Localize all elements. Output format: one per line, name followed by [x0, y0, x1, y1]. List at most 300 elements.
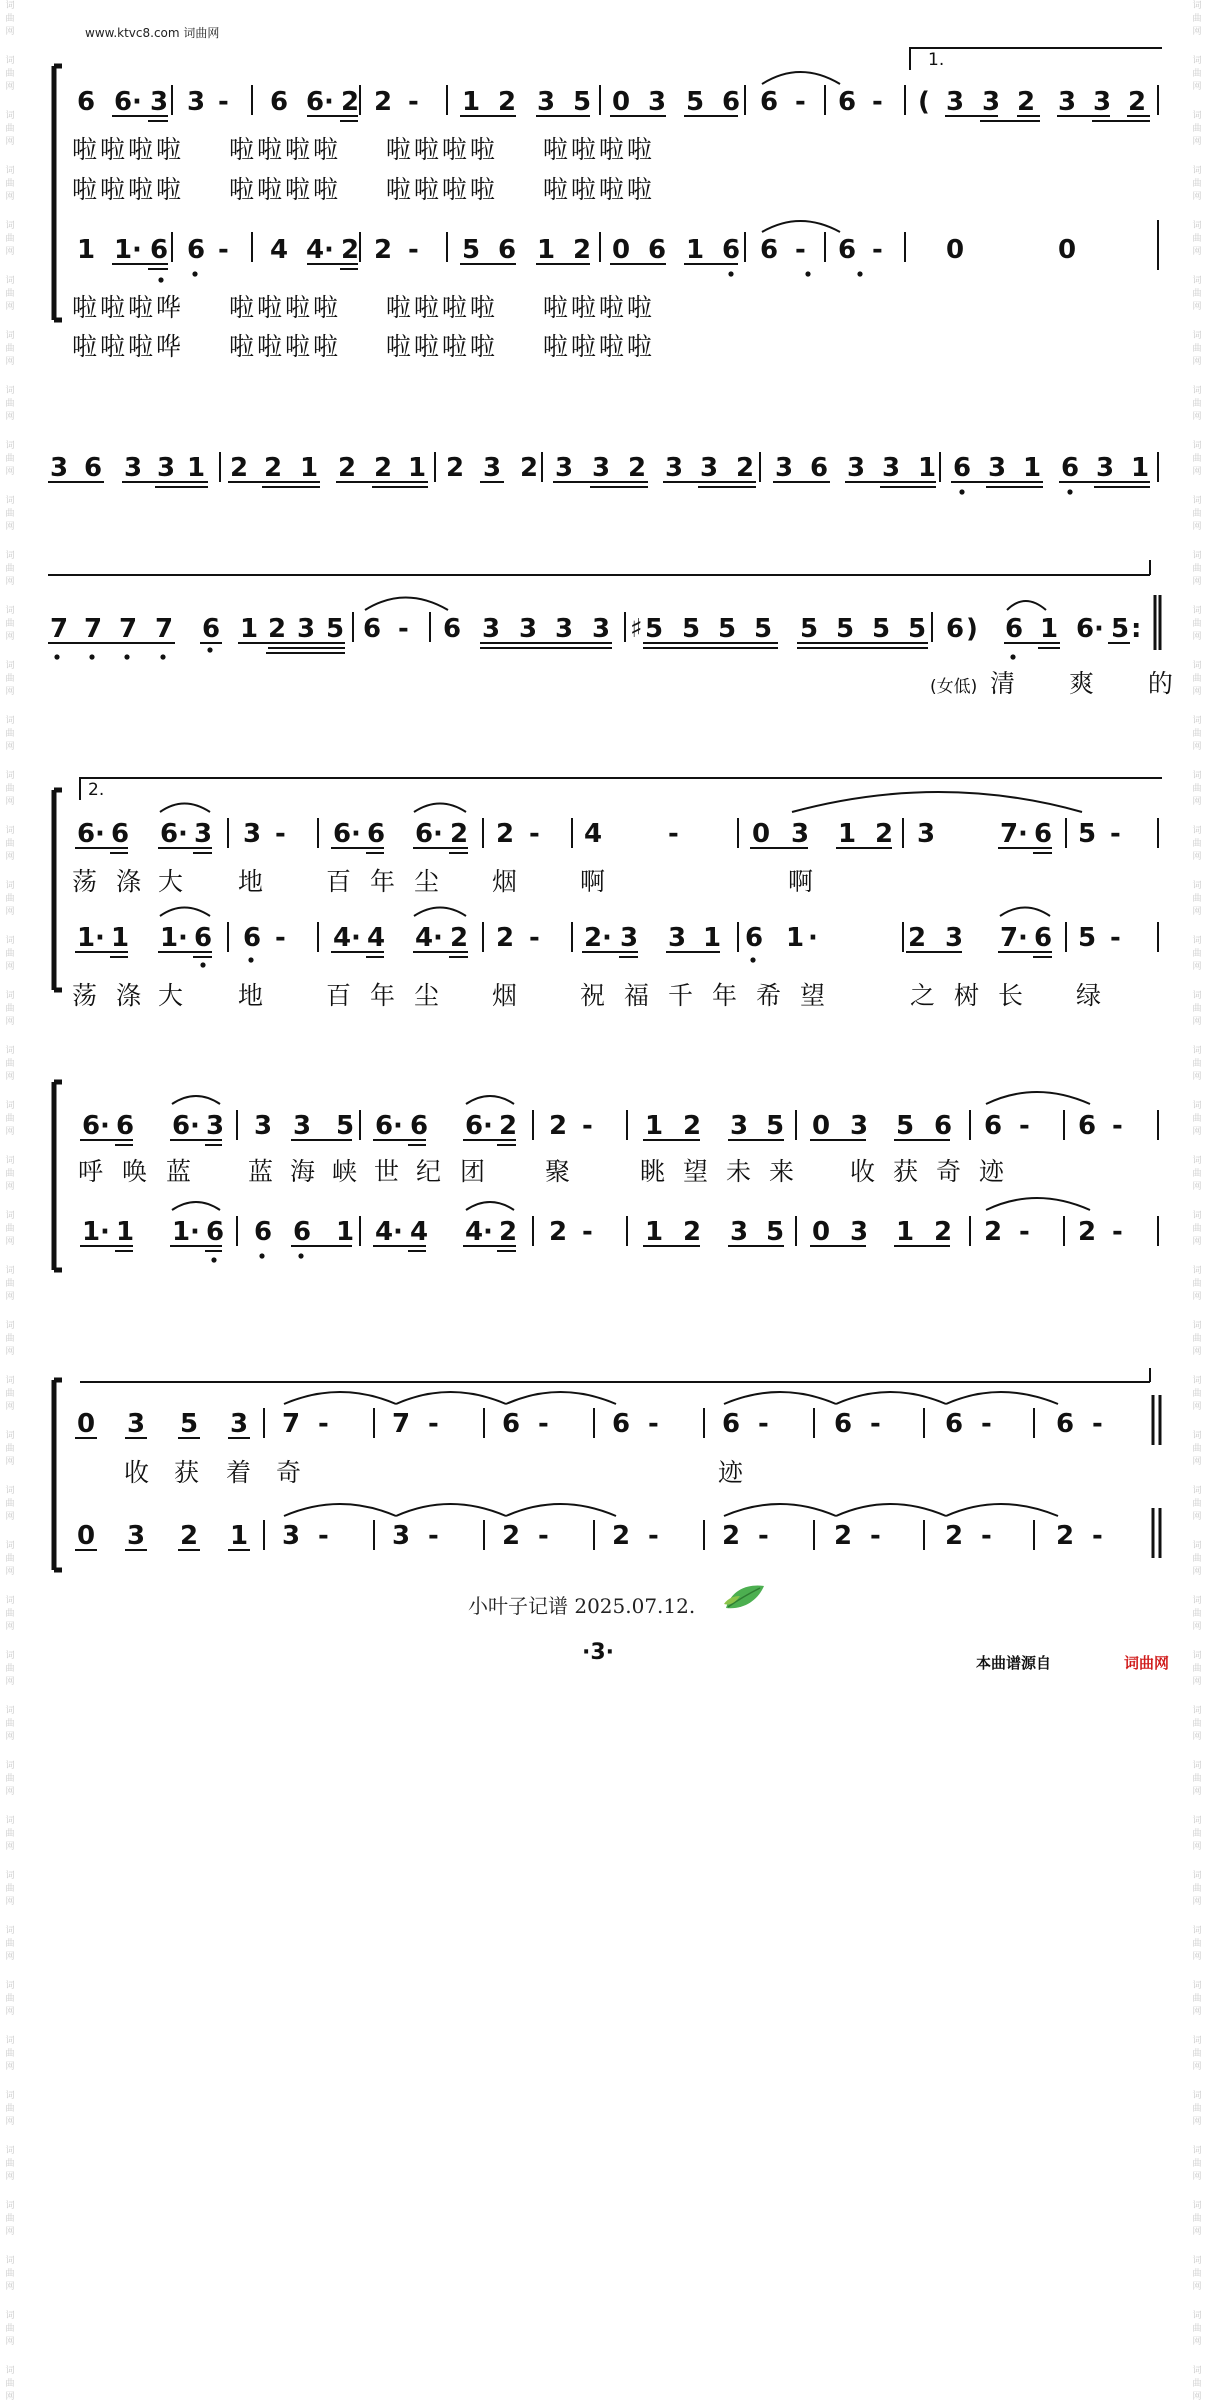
svg-text:1: 1	[408, 453, 427, 483]
svg-text:3: 3	[1058, 87, 1077, 117]
watermark-glyph: 曲	[1192, 1059, 1202, 1069]
watermark-glyph: 曲	[1192, 1334, 1202, 1344]
svg-text:-: -	[318, 1409, 329, 1439]
svg-text:3: 3	[537, 87, 556, 117]
watermark-glyph: 曲	[5, 179, 15, 189]
watermark-glyph: 曲	[5, 1554, 15, 1564]
svg-text:3: 3	[297, 614, 316, 644]
watermark-glyph: 曲	[5, 1719, 15, 1729]
watermark-glyph: 词	[5, 496, 15, 506]
svg-text:6: 6	[760, 87, 779, 117]
watermark-glyph: 网	[1192, 2062, 1202, 2072]
lyric-sys5-upper-13: 来	[769, 1157, 798, 1186]
lyric-sys5-upper-9: 聚	[545, 1157, 574, 1186]
lyric-sys5-upper-14: 收	[850, 1157, 879, 1186]
svg-text:·: ·	[1018, 923, 1028, 953]
watermark-glyph: 曲	[5, 1774, 15, 1784]
watermark-glyph: 曲	[1192, 949, 1202, 959]
svg-text:·: ·	[132, 235, 142, 265]
svg-text:-: -	[582, 1217, 593, 1247]
svg-text:1: 1	[645, 1217, 664, 1247]
watermark-glyph: 曲	[5, 2324, 15, 2334]
watermark-glyph: 曲	[1192, 894, 1202, 904]
system-5-upper	[82, 1111, 1123, 1141]
svg-text:5: 5	[718, 614, 737, 644]
watermark-glyph: 曲	[1192, 1279, 1202, 1289]
svg-text:-: -	[428, 1409, 439, 1439]
watermark-glyph: 词	[5, 2311, 15, 2321]
watermark-glyph: 网	[1192, 1017, 1202, 1027]
watermark-glyph: 曲	[5, 1279, 15, 1289]
svg-text:-: -	[529, 923, 540, 953]
lyric-sys4-lower-8: 祝	[580, 981, 609, 1010]
svg-text:-: -	[408, 87, 419, 117]
svg-text:2: 2	[908, 923, 927, 953]
svg-text:3: 3	[791, 819, 810, 849]
watermark-glyph: 曲	[5, 1829, 15, 1839]
svg-text:·: ·	[178, 923, 188, 953]
watermark-glyph: 词	[1192, 1321, 1202, 1331]
svg-text:6: 6	[114, 87, 133, 117]
lyric-sys4-lower-9: 福	[624, 981, 653, 1010]
watermark-glyph: 词	[5, 1871, 15, 1881]
svg-text:-: -	[275, 819, 286, 849]
watermark-glyph: 词	[5, 991, 15, 1001]
svg-text:7: 7	[119, 614, 138, 644]
lyric-sys6-upper-4: 迹	[718, 1458, 747, 1487]
svg-text:2: 2	[984, 1217, 1003, 1247]
watermark-glyph: 词	[1192, 2036, 1202, 2046]
watermark-glyph: 曲	[5, 1059, 15, 1069]
svg-text:2: 2	[549, 1217, 568, 1247]
svg-text:3: 3	[850, 1111, 869, 1141]
watermark-glyph: 网	[1192, 27, 1202, 37]
svg-text:·: ·	[132, 87, 142, 117]
watermark-glyph: 曲	[1192, 69, 1202, 79]
watermark-glyph: 网	[1192, 1732, 1202, 1742]
svg-text:0: 0	[752, 819, 771, 849]
lyric-sys5-upper-8: 团	[460, 1157, 489, 1186]
svg-text:-: -	[758, 1409, 769, 1439]
watermark-glyph: 网	[1192, 302, 1202, 312]
watermark-glyph: 网	[1192, 1567, 1202, 1577]
watermark-glyph: 曲	[5, 2214, 15, 2224]
svg-text:3: 3	[157, 453, 176, 483]
svg-text:5: 5	[908, 614, 927, 644]
watermark-glyph: 网	[5, 852, 15, 862]
svg-text:1: 1	[645, 1111, 664, 1141]
svg-text:3: 3	[775, 453, 794, 483]
watermark-glyph: 曲	[1192, 1609, 1202, 1619]
svg-text:1: 1	[160, 923, 179, 953]
svg-text:5: 5	[573, 87, 592, 117]
svg-text:6: 6	[946, 614, 965, 644]
svg-text:6: 6	[206, 1217, 225, 1247]
svg-text:·: ·	[1094, 614, 1104, 644]
svg-text:-: -	[795, 235, 806, 265]
svg-text:2: 2	[520, 453, 539, 483]
svg-text:2: 2	[374, 453, 393, 483]
watermark-glyph: 词	[1192, 1706, 1202, 1716]
svg-text:3: 3	[1093, 87, 1112, 117]
watermark-glyph: 网	[1192, 797, 1202, 807]
watermark-glyph: 词	[5, 111, 15, 121]
watermark-glyph: 曲	[1192, 2214, 1202, 2224]
svg-text:1: 1	[240, 614, 259, 644]
svg-text:6: 6	[194, 923, 213, 953]
svg-text:3: 3	[1096, 453, 1115, 483]
watermark-glyph: 网	[5, 2062, 15, 2072]
svg-text:3: 3	[392, 1521, 411, 1551]
svg-text:3: 3	[592, 614, 611, 644]
svg-text:4: 4	[410, 1217, 429, 1247]
watermark-glyph: 词	[5, 1981, 15, 1991]
watermark-glyph: 曲	[5, 1444, 15, 1454]
system-1-lower	[77, 235, 1076, 265]
svg-text:4: 4	[367, 923, 386, 953]
watermark-glyph: 词	[1192, 1596, 1202, 1606]
svg-text:5: 5	[836, 614, 855, 644]
watermark-glyph: 词	[1192, 1376, 1202, 1386]
watermark-glyph: 网	[1192, 1512, 1202, 1522]
svg-text:5: 5	[766, 1111, 785, 1141]
svg-text:·: ·	[95, 923, 105, 953]
svg-text:(: (	[918, 87, 930, 117]
lyric-sys4-upper-8: 啊	[580, 867, 609, 896]
watermark-glyph: 曲	[1192, 2159, 1202, 2169]
svg-text:1: 1	[77, 923, 96, 953]
watermark-glyph: 曲	[5, 1499, 15, 1509]
svg-text:·: ·	[602, 923, 612, 953]
svg-text:4: 4	[415, 923, 434, 953]
svg-text::: :	[1131, 614, 1142, 644]
svg-text:-: -	[408, 235, 419, 265]
lyric-sys1-upper-1: 啦啦啦啦 啦啦啦啦 啦啦啦啦 啦啦啦啦	[72, 135, 655, 164]
watermark-glyph: 词	[1192, 1816, 1202, 1826]
watermark-glyph: 曲	[5, 344, 15, 354]
watermark-glyph: 曲	[5, 2159, 15, 2169]
svg-text:6: 6	[945, 1409, 964, 1439]
watermark-glyph: 词	[5, 386, 15, 396]
lyric-sys5-upper-17: 迹	[979, 1157, 1008, 1186]
watermark-glyph: 曲	[1192, 1994, 1202, 2004]
watermark-glyph: 词	[5, 1156, 15, 1166]
watermark-glyph: 词	[1192, 1541, 1202, 1551]
watermark-glyph: 曲	[1192, 234, 1202, 244]
svg-text:6: 6	[1056, 1409, 1075, 1439]
svg-text:-: -	[318, 1521, 329, 1551]
watermark-glyph: 词	[1192, 1046, 1202, 1056]
watermark-glyph: 词	[1192, 1101, 1202, 1111]
watermark-glyph: 曲	[1192, 289, 1202, 299]
watermark-glyph: 词	[1192, 1, 1202, 11]
svg-text:·: ·	[1018, 819, 1028, 849]
svg-text:5: 5	[896, 1111, 915, 1141]
watermark-glyph: 曲	[1192, 674, 1202, 684]
watermark-glyph: 词	[5, 661, 15, 671]
svg-text:2: 2	[499, 1111, 518, 1141]
svg-text:1: 1	[918, 453, 937, 483]
watermark-glyph: 网	[5, 82, 15, 92]
watermark-glyph: 词	[5, 771, 15, 781]
svg-text:-: -	[1092, 1521, 1103, 1551]
watermark-glyph: 曲	[1192, 784, 1202, 794]
svg-text:5: 5	[872, 614, 891, 644]
svg-text:2: 2	[722, 1521, 741, 1551]
watermark-glyph: 曲	[1192, 2269, 1202, 2279]
watermark-glyph: 词	[1192, 1761, 1202, 1771]
svg-text:2: 2	[180, 1521, 199, 1551]
svg-text:·: ·	[324, 87, 334, 117]
watermark-glyph: 曲	[1192, 1719, 1202, 1729]
svg-text:1: 1	[686, 235, 705, 265]
page-number: ·3·	[582, 1640, 615, 1665]
lyric-sys6-upper-2: 着	[226, 1458, 255, 1487]
watermark-glyph: 曲	[5, 2269, 15, 2279]
watermark-glyph: 曲	[1192, 399, 1202, 409]
svg-text:-: -	[872, 87, 883, 117]
svg-text:3: 3	[482, 614, 501, 644]
watermark-glyph: 词	[5, 2036, 15, 2046]
svg-text:1: 1	[300, 453, 319, 483]
watermark-glyph: 词	[5, 881, 15, 891]
lyric-sys4-upper-7: 烟	[492, 867, 521, 896]
lyric-sys6-upper-3: 奇	[276, 1458, 305, 1487]
svg-text:1: 1	[116, 1217, 135, 1247]
watermark-glyph: 词	[1192, 1651, 1202, 1661]
svg-text:3: 3	[50, 453, 69, 483]
watermark-glyph: 网	[5, 412, 15, 422]
svg-text:6: 6	[953, 453, 972, 483]
svg-text:3: 3	[555, 453, 574, 483]
svg-text:6: 6	[187, 235, 206, 265]
lyric-sys1-lower-2: 啦啦啦哗 啦啦啦啦 啦啦啦啦 啦啦啦啦	[72, 332, 655, 361]
watermark-glyph: 曲	[5, 564, 15, 574]
watermark-glyph: 词	[1192, 2366, 1202, 2376]
watermark-glyph: 词	[1192, 716, 1202, 726]
svg-text:-: -	[218, 235, 229, 265]
watermark-glyph: 网	[5, 522, 15, 532]
svg-text:1: 1	[537, 235, 556, 265]
watermark-glyph: 曲	[5, 1884, 15, 1894]
watermark-glyph: 词	[1192, 166, 1202, 176]
lyric-sys5-upper-6: 世	[374, 1157, 403, 1186]
svg-text:-: -	[1110, 819, 1121, 849]
lyric-sys4-lower-12: 希	[756, 981, 785, 1010]
watermark-glyph: 曲	[5, 2104, 15, 2114]
watermark-glyph: 网	[5, 1567, 15, 1577]
watermark-glyph: 词	[5, 56, 15, 66]
watermark-glyph: 曲	[5, 69, 15, 79]
watermark-glyph: 词	[1192, 1266, 1202, 1276]
watermark-glyph: 曲	[1192, 2104, 1202, 2114]
watermark-glyph: 曲	[5, 1939, 15, 1949]
svg-text:·: ·	[483, 1111, 493, 1141]
watermark-glyph: 网	[5, 962, 15, 972]
svg-text:·: ·	[351, 819, 361, 849]
watermark-glyph: 网	[5, 192, 15, 202]
lyric-sys4-lower-2: 大	[158, 981, 187, 1010]
watermark-glyph: 网	[5, 1457, 15, 1467]
watermark-glyph: 网	[1192, 2007, 1202, 2017]
svg-text:·: ·	[483, 1217, 493, 1247]
svg-text:3: 3	[243, 819, 262, 849]
watermark-glyph: 词	[1192, 276, 1202, 286]
watermark-glyph: 网	[5, 1952, 15, 1962]
watermark-glyph: 曲	[1192, 839, 1202, 849]
svg-text:7: 7	[282, 1409, 301, 1439]
watermark-glyph: 词	[5, 1431, 15, 1441]
watermark-glyph: 网	[5, 247, 15, 257]
watermark-glyph: 网	[5, 1622, 15, 1632]
watermark-glyph: 词	[1192, 386, 1202, 396]
watermark-glyph: 曲	[1192, 14, 1202, 24]
svg-text:2: 2	[341, 235, 360, 265]
watermark-glyph: 词	[1192, 1211, 1202, 1221]
watermark-glyph: 网	[5, 302, 15, 312]
watermark-glyph: 网	[5, 27, 15, 37]
lyric-sys4-lower-13: 望	[800, 981, 829, 1010]
svg-text:·: ·	[808, 923, 818, 953]
svg-text:2: 2	[1017, 87, 1036, 117]
watermark-glyph: 网	[5, 1237, 15, 1247]
watermark-glyph: 词	[1192, 2146, 1202, 2156]
svg-text:3: 3	[254, 1111, 273, 1141]
watermark-glyph: 曲	[1192, 1169, 1202, 1179]
svg-text:6: 6	[77, 87, 96, 117]
svg-text:1: 1	[703, 923, 722, 953]
watermark-glyph: 网	[5, 2282, 15, 2292]
svg-text:2: 2	[834, 1521, 853, 1551]
watermark-glyph: 词	[1192, 991, 1202, 1001]
svg-text:2: 2	[1056, 1521, 1075, 1551]
watermark-glyph: 曲	[1192, 564, 1202, 574]
svg-text:4: 4	[465, 1217, 484, 1247]
watermark-glyph: 曲	[5, 1664, 15, 1674]
lyric-sys4-lower-7: 烟	[492, 981, 521, 1010]
watermark-glyph: 曲	[5, 234, 15, 244]
watermark-glyph: 网	[1192, 962, 1202, 972]
svg-text:2: 2	[934, 1217, 953, 1247]
watermark-glyph: 曲	[1192, 1444, 1202, 1454]
lyric-sys4-lower-1: 涤	[116, 981, 145, 1010]
svg-text:6: 6	[1061, 453, 1080, 483]
watermark-glyph: 词	[1192, 221, 1202, 231]
svg-text:-: -	[1019, 1111, 1030, 1141]
svg-text:-: -	[1019, 1217, 1030, 1247]
svg-text:2: 2	[268, 614, 287, 644]
watermark-glyph: 网	[5, 632, 15, 642]
watermark-glyph: 网	[5, 1072, 15, 1082]
svg-text:6: 6	[838, 235, 857, 265]
svg-text:3: 3	[730, 1111, 749, 1141]
watermark-glyph: 词	[5, 1596, 15, 1606]
svg-text:3: 3	[946, 87, 965, 117]
svg-text:·: ·	[95, 819, 105, 849]
lyric-sys4-upper-2: 大	[158, 867, 187, 896]
watermark-glyph: 词	[1192, 2256, 1202, 2266]
svg-text:3: 3	[293, 1111, 312, 1141]
watermark-glyph: 曲	[1192, 1004, 1202, 1014]
watermark-glyph: 网	[1192, 1292, 1202, 1302]
watermark-glyph: 词	[5, 331, 15, 341]
watermark-glyph: 网	[1192, 632, 1202, 642]
watermark-glyph: 词	[5, 606, 15, 616]
watermark-glyph: 曲	[5, 1334, 15, 1344]
watermark-glyph: 曲	[5, 124, 15, 134]
svg-text:7: 7	[155, 614, 174, 644]
svg-text:-: -	[648, 1409, 659, 1439]
svg-text:7: 7	[392, 1409, 411, 1439]
svg-text:2: 2	[683, 1111, 702, 1141]
watermark-glyph: 网	[1192, 357, 1202, 367]
svg-text:5: 5	[180, 1409, 199, 1439]
watermark-glyph: 曲	[1192, 1939, 1202, 1949]
svg-text:♯: ♯	[630, 614, 643, 644]
watermark-glyph: 曲	[5, 619, 15, 629]
watermark-glyph: 词	[5, 2256, 15, 2266]
watermark-glyph: 曲	[5, 839, 15, 849]
svg-text:2: 2	[230, 453, 249, 483]
svg-text:6: 6	[722, 235, 741, 265]
svg-text:0: 0	[77, 1521, 96, 1551]
svg-text:3: 3	[945, 923, 964, 953]
svg-text:-: -	[668, 819, 679, 849]
watermark-glyph: 网	[1192, 1347, 1202, 1357]
watermark-glyph: 网	[5, 797, 15, 807]
svg-text:6: 6	[1034, 819, 1053, 849]
watermark-glyph: 曲	[1192, 1499, 1202, 1509]
watermark-glyph: 词	[5, 1266, 15, 1276]
lyric-sys4-lower-17: 绿	[1076, 981, 1105, 1010]
svg-text:-: -	[1112, 1111, 1123, 1141]
svg-text:3: 3	[124, 453, 143, 483]
svg-text:3: 3	[730, 1217, 749, 1247]
svg-text:6: 6	[1034, 923, 1053, 953]
watermark-glyph: 网	[5, 1732, 15, 1742]
svg-text:2: 2	[446, 453, 465, 483]
svg-text:3: 3	[668, 923, 687, 953]
lyric-sys5-upper-12: 未	[726, 1157, 755, 1186]
svg-text:6: 6	[934, 1111, 953, 1141]
svg-text:6: 6	[270, 87, 289, 117]
svg-text:3: 3	[150, 87, 169, 117]
watermark-glyph: 词	[1192, 881, 1202, 891]
watermark-glyph: 曲	[5, 14, 15, 24]
system-4-lower	[77, 923, 1121, 953]
svg-text:0: 0	[812, 1111, 831, 1141]
svg-text:1: 1	[462, 87, 481, 117]
lyric-sys4-upper-5: 年	[370, 867, 399, 896]
svg-text:1: 1	[1040, 614, 1059, 644]
watermark-glyph: 词	[5, 716, 15, 726]
watermark-glyph: 曲	[5, 949, 15, 959]
watermark-glyph: 网	[1192, 1182, 1202, 1192]
svg-text:2: 2	[450, 819, 469, 849]
svg-text:-: -	[981, 1409, 992, 1439]
svg-text:6: 6	[333, 819, 352, 849]
svg-text:5: 5	[645, 614, 664, 644]
watermark-glyph: 词	[5, 936, 15, 946]
svg-text:1: 1	[77, 235, 96, 265]
watermark-glyph: 词	[5, 1321, 15, 1331]
watermark-glyph: 网	[5, 1017, 15, 1027]
svg-text:4: 4	[584, 819, 603, 849]
svg-text:5: 5	[1078, 923, 1097, 953]
svg-text:5: 5	[686, 87, 705, 117]
svg-text:6: 6	[465, 1111, 484, 1141]
watermark-glyph: 词	[5, 1761, 15, 1771]
